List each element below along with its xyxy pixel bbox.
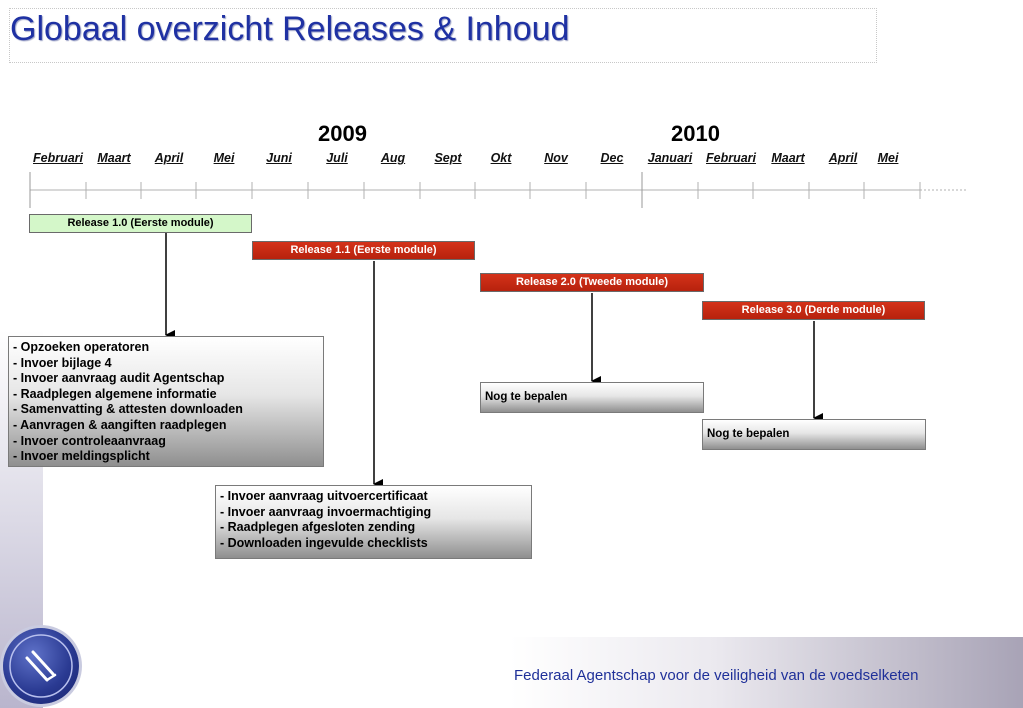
list-item: - Invoer aanvraag uitvoercertificaat bbox=[220, 489, 428, 503]
list-item: - Raadplegen afgesloten zending bbox=[220, 520, 416, 535]
release-3-0-bar: Release 3.0 (Derde module) bbox=[702, 301, 925, 320]
release-1-1-content bbox=[215, 485, 532, 559]
list-item: - Invoer controleaanvraag bbox=[13, 433, 166, 448]
release-1-1-bar: Release 1.1 (Eerste module) bbox=[252, 241, 475, 260]
list-item: - Invoer meldingsplicht bbox=[13, 449, 150, 464]
list-item: - Samenvatting & attesten downloaden bbox=[13, 402, 243, 417]
month-label: Aug bbox=[380, 151, 406, 165]
list-item: - Invoer bijlage 4 bbox=[13, 355, 112, 370]
release-2-0-content bbox=[480, 382, 704, 413]
list-item: - Invoer aanvraag invoermachtiging bbox=[220, 504, 432, 519]
month-label: Dec bbox=[600, 151, 624, 165]
list-item: - Downloaden ingevulde checklists bbox=[220, 535, 428, 550]
favv-logo-icon bbox=[3, 628, 79, 704]
month-label: Januari bbox=[647, 151, 693, 165]
release-1-0-content bbox=[8, 336, 324, 467]
month-label: Maart bbox=[771, 151, 805, 165]
list-item: - Raadplegen algemene informatie bbox=[13, 386, 217, 401]
month-label: Mei bbox=[213, 151, 235, 165]
release-3-0-content bbox=[702, 419, 926, 450]
year-label-2010: 2010 bbox=[671, 121, 720, 146]
release-1-0-bar: Release 1.0 (Eerste module) bbox=[29, 214, 252, 233]
page-title: Globaal overzicht Releases & Inhoud bbox=[10, 10, 570, 48]
month-label: Mei bbox=[877, 151, 899, 165]
month-label: Juli bbox=[326, 151, 348, 165]
list-item: - Opzoeken operatoren bbox=[13, 340, 150, 354]
month-label: April bbox=[828, 151, 858, 165]
month-label: April bbox=[154, 151, 184, 165]
month-label: Februari bbox=[32, 151, 84, 165]
release-2-0-bar: Release 2.0 (Tweede module) bbox=[480, 273, 704, 292]
month-label: Maart bbox=[97, 151, 131, 165]
year-label-2009: 2009 bbox=[318, 121, 367, 146]
timeline-axis bbox=[30, 172, 968, 208]
month-label: Juni bbox=[266, 151, 292, 165]
list-item: Nog te bepalen bbox=[707, 428, 790, 440]
footer-organization: Federaal Agentschap voor de veiligheid van de voedselketen bbox=[514, 667, 919, 684]
list-item: - Invoer aanvraag audit Agentschap bbox=[13, 371, 225, 386]
list-item: - Aanvragen & aangiften raadplegen bbox=[13, 417, 227, 432]
list-item: Nog te bepalen bbox=[485, 391, 568, 403]
month-label: Sept bbox=[434, 151, 462, 165]
month-label: Februari bbox=[705, 151, 757, 165]
month-label: Okt bbox=[490, 151, 512, 165]
month-label: Nov bbox=[544, 151, 568, 165]
